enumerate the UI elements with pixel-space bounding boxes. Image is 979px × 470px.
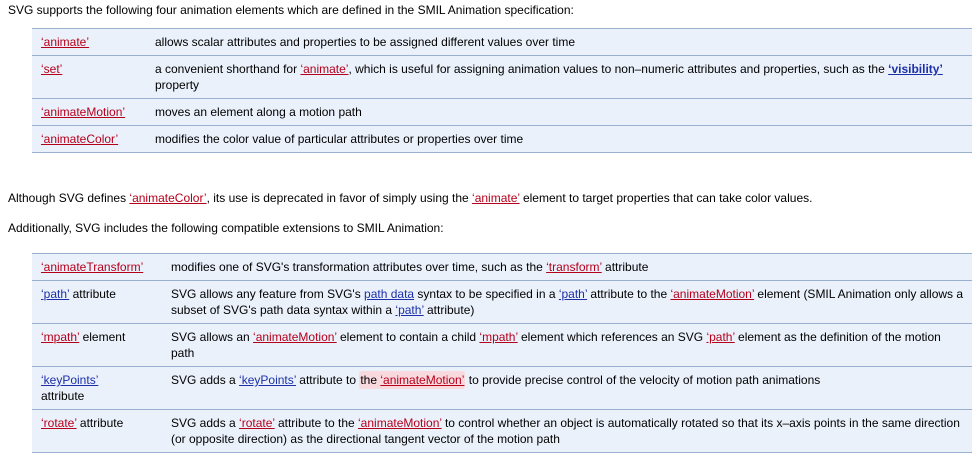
table-cell-desc: a convenient shorthand for ‘animate’, which is useful for assigning animation values to non–numeric attributes and properties, such as the ‘visibility’ property bbox=[155, 62, 943, 92]
rotate-attribute-link[interactable]: ‘rotate’ bbox=[239, 416, 275, 430]
mpath-element-link[interactable]: ‘mpath’ bbox=[41, 330, 80, 344]
keypoints-attribute-link[interactable]: ‘keyPoints’ bbox=[41, 373, 99, 387]
intro-paragraph: SVG supports the following four animation elements which are defined in the SMIL Animation specification: bbox=[8, 3, 574, 17]
table-row bbox=[32, 99, 972, 126]
animatemotion-element-link[interactable]: ‘animateMotion’ bbox=[41, 105, 126, 119]
table-row: ‘rotate’ attribute SVG adds a ‘rotate’ attribute to the ‘animateMotion’ to control whether an object is automatically rotated so that its x–axis points in the same direction (or opposite direction) as the directional tangent vector of the motion path bbox=[32, 410, 972, 453]
path-attribute-link[interactable]: ‘path’ bbox=[41, 287, 70, 301]
animate-element-link[interactable]: ‘animate’ bbox=[472, 191, 520, 205]
table-cell-desc: SVG allows an ‘animateMotion’ element to contain a child ‘mpath’ element which references an SVG ‘path’ element as the definition of the motion path bbox=[171, 330, 941, 360]
animatetransform-element-link[interactable]: ‘animateTransform’ bbox=[41, 260, 144, 274]
animate-element-link[interactable]: ‘animate’ bbox=[300, 62, 349, 76]
table-cell-desc: modifies the color value of particular attributes or properties over time bbox=[155, 132, 524, 146]
mpath-element-link[interactable]: ‘mpath’ bbox=[479, 330, 518, 344]
set-element-link[interactable]: ‘set’ bbox=[41, 62, 63, 76]
path-attribute-link[interactable]: ‘path’ bbox=[395, 303, 424, 317]
table-cell-desc: SVG allows any feature from SVG's path data syntax to be specified in a ‘path’ attribute to the ‘animateMotion’ element (SMIL Animation only allows a subset of SVG's path data syntax within a ‘path’ attribute) bbox=[171, 287, 964, 317]
table-row bbox=[32, 126, 972, 153]
animatemotion-element-link[interactable]: ‘animateMotion’ bbox=[380, 373, 465, 387]
table-cell-desc: allows scalar attributes and properties to be assigned different values over time bbox=[155, 35, 576, 49]
animatemotion-element-link[interactable]: ‘animateMotion’ bbox=[253, 330, 337, 344]
visibility-property-link[interactable]: ‘visibility’ bbox=[888, 62, 943, 76]
animatemotion-element-link[interactable]: ‘animateMotion’ bbox=[358, 416, 442, 430]
smil-elements-table bbox=[32, 28, 972, 153]
table-cell-desc: SVG adds a ‘keyPoints’ attribute to the ‘animateMotion’ to provide precise control of the velocity of motion path animations bbox=[171, 373, 821, 387]
path-element-link[interactable]: ‘path’ bbox=[706, 330, 735, 344]
animatecolor-element-link[interactable]: ‘animateColor’ bbox=[129, 191, 207, 205]
table-row: ‘path’ attribute SVG allows any feature from SVG's path data syntax to be specified in a ‘path’ attribute to the ‘animateMotion’ element (SMIL Animation only allows a subset of SVG's path data syntax within a ‘path’ attribute) bbox=[32, 281, 972, 324]
table-cell-desc: SVG adds a ‘rotate’ attribute to the ‘animateMotion’ to control whether an object is automatically rotated so that its x–axis points in the same direction (or opposite direction) as the directional tangent vector of the motion path bbox=[171, 416, 960, 446]
table-row bbox=[32, 56, 972, 99]
path-attribute-link[interactable]: ‘path’ bbox=[558, 287, 588, 301]
path-data-link[interactable]: path data bbox=[364, 287, 415, 301]
svg-extensions-table bbox=[32, 253, 972, 453]
animatemotion-element-link[interactable]: ‘animateMotion’ bbox=[670, 287, 755, 301]
table-cell-desc: moves an element along a motion path bbox=[155, 105, 362, 119]
keypoints-attribute-link[interactable]: ‘keyPoints’ bbox=[239, 373, 296, 387]
animate-element-link[interactable]: ‘animate’ bbox=[41, 35, 90, 49]
hover-highlight: the ‘animateMotion’ bbox=[360, 373, 465, 387]
extensions-paragraph: Additionally, SVG includes the following compatible extensions to SMIL Animation: bbox=[8, 221, 444, 235]
deprecation-paragraph: Although SVG defines ‘animateColor’, its use is deprecated in favor of simply using the ‘animate’ element to target properties that can take color values. bbox=[8, 191, 813, 205]
table-row bbox=[32, 254, 972, 281]
table-row bbox=[32, 29, 972, 56]
table-row: ‘mpath’ element SVG allows an ‘animateMotion’ element to contain a child ‘mpath’ element which references an SVG ‘path’ element as the definition of the motion path bbox=[32, 324, 972, 367]
table-cell-desc: modifies one of SVG's transformation attributes over time, such as the ‘transform’ attribute bbox=[171, 260, 649, 274]
rotate-attribute-link[interactable]: ‘rotate’ bbox=[41, 416, 77, 430]
transform-attribute-link[interactable]: ‘transform’ bbox=[546, 260, 602, 274]
animatecolor-element-link[interactable]: ‘animateColor’ bbox=[41, 132, 119, 146]
table-row: ‘keyPoints’ attribute SVG adds a ‘keyPoints’ attribute to the ‘animateMotion’ to provide precise control of the velocity of motion path animations bbox=[32, 367, 972, 410]
